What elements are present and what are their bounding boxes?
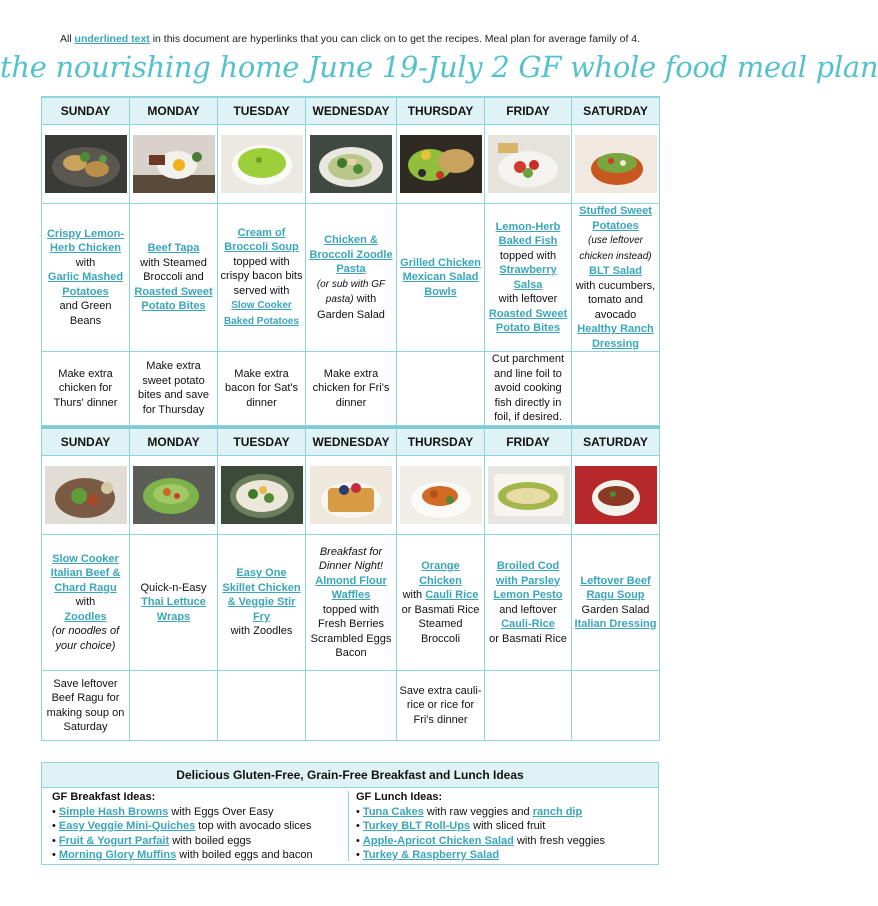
recipe-link[interactable]: Leftover Beef Ragu Soup bbox=[580, 574, 651, 601]
food-photo bbox=[488, 135, 570, 193]
meal-cell-tuesday bbox=[218, 535, 306, 671]
meal-note: (use leftover chicken instead) bbox=[579, 235, 652, 262]
recipe-link[interactable]: Roasted Sweet Potato Bites bbox=[488, 307, 568, 334]
recipe-link[interactable]: Tuna Cakes bbox=[362, 805, 424, 818]
item-text: with fresh veggies bbox=[513, 834, 606, 847]
recipe-link[interactable]: ranch dip bbox=[532, 805, 583, 818]
food-photo bbox=[400, 135, 482, 193]
recipe-link[interactable]: Easy Veggie Mini-Quiches bbox=[58, 820, 196, 832]
recipe-link[interactable]: Grilled Chicken Mexican Salad Bowls bbox=[400, 256, 481, 298]
recipe-link[interactable]: Beef Tapa bbox=[147, 242, 200, 255]
meal-text: topped with crispy bacon bits served with bbox=[220, 255, 303, 297]
recipe-link[interactable]: Stuffed Sweet Potatoes bbox=[579, 205, 652, 232]
recipe-link[interactable]: Strawberry Salsa bbox=[499, 264, 557, 291]
meal-cell-saturday bbox=[572, 204, 660, 352]
note-text-post: in this document are hyperlinks that you can click on to get the recipes. Meal plan for average family of 4. bbox=[149, 33, 641, 45]
recipe-link[interactable]: Lemon-Herb Baked Fish bbox=[495, 220, 561, 247]
day-header: MONDAY bbox=[130, 428, 218, 456]
week1-meals bbox=[42, 204, 660, 352]
day-header: SATURDAY bbox=[572, 428, 660, 456]
food-photo bbox=[575, 466, 657, 524]
prep-note bbox=[397, 352, 485, 426]
meal-cell-thursday bbox=[397, 204, 485, 352]
recipe-link[interactable]: Slow Cooker Italian Beef & Chard Ragu bbox=[50, 552, 121, 594]
meal-text: or Basmati Rice Steamed Broccoli bbox=[401, 603, 480, 645]
meal-cell-friday bbox=[485, 535, 572, 671]
week1-day-headers bbox=[42, 97, 660, 125]
meal-text: Quick-n-Easy bbox=[140, 581, 207, 594]
meal-text: and leftover bbox=[499, 603, 557, 616]
recipe-link[interactable]: Cauli Rice bbox=[425, 589, 479, 601]
item-text: with raw veggies and bbox=[423, 805, 533, 818]
meal-cell-sunday bbox=[42, 535, 130, 671]
recipe-link[interactable]: Slow Cooker Baked Potatoes bbox=[223, 300, 300, 327]
food-photo bbox=[45, 135, 127, 193]
prep-note bbox=[485, 671, 572, 741]
week1-table bbox=[41, 96, 660, 426]
prep-note: Save extra cauli-rice or rice for Fri's dinner bbox=[397, 671, 485, 741]
meal-cell-saturday bbox=[572, 535, 660, 671]
list-item: • Fruit & Yogurt Parfait with boiled eggs bbox=[52, 834, 252, 847]
recipe-link[interactable]: Orange Chicken bbox=[419, 560, 462, 587]
meal-note: (or sub with GF pasta) bbox=[316, 278, 386, 305]
recipe-link[interactable]: Zoodles bbox=[64, 610, 107, 623]
prep-note bbox=[218, 671, 306, 741]
day-header: MONDAY bbox=[130, 97, 218, 125]
prep-note bbox=[572, 352, 660, 426]
recipe-link[interactable]: Morning Glory Muffins bbox=[58, 849, 177, 861]
meal-text: with leftover bbox=[498, 293, 558, 305]
week2-day-headers bbox=[42, 428, 660, 456]
meal-cell-sunday bbox=[42, 204, 130, 352]
meal-text: with bbox=[75, 256, 96, 269]
recipe-link[interactable]: Garlic Mashed Potatoes bbox=[47, 271, 124, 298]
breakfast-heading: GF Breakfast Ideas: bbox=[52, 791, 156, 803]
food-photo bbox=[310, 466, 392, 524]
food-photo bbox=[221, 466, 303, 524]
prep-note: Cut parchment and line foil to avoid cooking fish directly in foil, if desired. bbox=[485, 352, 572, 426]
item-text: with boiled eggs and bacon bbox=[176, 849, 313, 861]
recipe-link[interactable]: Fruit & Yogurt Parfait bbox=[58, 834, 170, 847]
note-text-pre: All bbox=[59, 33, 75, 45]
item-text: with Eggs Over Easy bbox=[168, 805, 274, 818]
recipe-link[interactable]: Thai Lettuce Wraps bbox=[141, 596, 206, 623]
ideas-title: Delicious Gluten-Free, Grain-Free Breakfast and Lunch Ideas bbox=[42, 763, 658, 788]
meal-text: with bbox=[402, 589, 426, 601]
meal-text: with cucumbers, tomato and avocado bbox=[575, 279, 656, 321]
meal-note: (or noodles of your choice) bbox=[51, 625, 120, 652]
prep-note: Save leftover Beef Ragu for making soup on Saturday bbox=[42, 671, 130, 741]
recipe-link[interactable]: Almond Flour Waffles bbox=[315, 574, 387, 601]
meal-text: with Garden Salad bbox=[317, 293, 385, 321]
list-item: • Simple Hash Browns with Eggs Over Easy bbox=[52, 805, 274, 818]
lunch-heading: GF Lunch Ideas: bbox=[356, 791, 443, 803]
day-header: SUNDAY bbox=[42, 428, 130, 456]
note-underlined-link[interactable]: underlined text bbox=[74, 33, 150, 45]
recipe-link[interactable]: Italian Dressing bbox=[574, 618, 657, 630]
recipe-link[interactable]: Apple-Apricot Chicken Salad bbox=[362, 834, 514, 847]
food-photo bbox=[221, 135, 303, 193]
meal-note: Breakfast for Dinner Night! bbox=[318, 545, 384, 572]
meal-text: and Green Beans bbox=[59, 300, 112, 327]
recipe-link[interactable]: Healthy Ranch Dressing bbox=[577, 323, 654, 350]
meal-text: Garden Salad bbox=[581, 603, 650, 616]
item-text: with sliced fruit bbox=[470, 820, 546, 832]
prep-note: Make extra sweet potato bites and save for Thursday bbox=[130, 352, 218, 426]
item-text: with boiled eggs bbox=[169, 834, 252, 847]
meal-text: with Zoodles bbox=[230, 625, 293, 638]
prep-note bbox=[572, 671, 660, 741]
food-photo bbox=[488, 466, 570, 524]
meal-text: with bbox=[75, 596, 96, 609]
food-photo bbox=[400, 466, 482, 524]
food-photo bbox=[133, 466, 215, 524]
food-photo bbox=[310, 135, 392, 193]
list-item: • Morning Glory Muffins with boiled eggs and bacon bbox=[52, 849, 313, 861]
recipe-link[interactable]: Easy One Skillet Chicken & Veggie Stir Fry bbox=[222, 567, 301, 623]
week1-notes bbox=[42, 352, 660, 426]
meal-cell-tuesday bbox=[218, 204, 306, 352]
meal-cell-wednesday bbox=[306, 204, 397, 352]
day-header: THURSDAY bbox=[397, 97, 485, 125]
prep-note bbox=[130, 671, 218, 741]
recipe-link[interactable]: BLT Salad bbox=[589, 265, 642, 277]
recipe-link[interactable]: Crispy Lemon-Herb Chicken bbox=[46, 227, 124, 255]
day-header: FRIDAY bbox=[485, 97, 572, 125]
week1-photos bbox=[42, 125, 660, 204]
list-item: • Turkey & Raspberry Salad bbox=[356, 849, 500, 861]
ideas-divider bbox=[348, 791, 349, 861]
day-header: TUESDAY bbox=[218, 428, 306, 456]
meal-cell-monday bbox=[130, 535, 218, 671]
ideas-box bbox=[41, 762, 659, 865]
day-header: WEDNESDAY bbox=[306, 428, 397, 456]
food-photo bbox=[45, 466, 127, 524]
day-header: FRIDAY bbox=[485, 428, 572, 456]
hyperlink-note bbox=[0, 33, 700, 45]
meal-text: with Steamed Broccoli and bbox=[140, 256, 207, 284]
day-header: SATURDAY bbox=[572, 97, 660, 125]
breakfast-ideas bbox=[52, 790, 342, 863]
recipe-link[interactable]: Chicken & Broccoli Zoodle Pasta bbox=[309, 234, 393, 275]
meal-cell-friday bbox=[485, 204, 572, 352]
prep-note: Make extra bacon for Sat's dinner bbox=[218, 352, 306, 426]
prep-note: Make extra chicken for Thurs' dinner bbox=[42, 352, 130, 426]
recipe-link[interactable]: Simple Hash Browns bbox=[58, 805, 169, 818]
week2-notes bbox=[42, 671, 660, 741]
list-item: • Tuna Cakes with raw veggies and ranch dip bbox=[356, 805, 583, 818]
list-item: • Turkey BLT Roll-Ups with sliced fruit bbox=[356, 820, 546, 832]
food-photo bbox=[575, 135, 657, 193]
recipe-link[interactable]: Turkey & Raspberry Salad bbox=[362, 849, 500, 861]
meal-text: topped with bbox=[499, 249, 557, 262]
week2-table bbox=[41, 426, 660, 741]
meal-text: topped with Fresh Berries Scrambled Eggs Bacon bbox=[310, 603, 392, 659]
list-item: • Easy Veggie Mini-Quiches top with avocado slices bbox=[52, 820, 312, 832]
recipe-link[interactable]: Broiled Cod with Parsley Lemon Pesto bbox=[493, 560, 563, 601]
prep-note bbox=[306, 671, 397, 741]
day-header: THURSDAY bbox=[397, 428, 485, 456]
recipe-link[interactable]: Cauli-Rice bbox=[501, 618, 555, 630]
meal-cell-thursday bbox=[397, 535, 485, 671]
meal-cell-wednesday bbox=[306, 535, 397, 671]
week2-photos bbox=[42, 456, 660, 535]
food-photo bbox=[133, 135, 215, 193]
list-item: • Apple-Apricot Chicken Salad with fresh veggies bbox=[356, 834, 606, 847]
recipe-link[interactable]: Turkey BLT Roll-Ups bbox=[362, 820, 471, 832]
item-text: top with avocado slices bbox=[195, 820, 312, 832]
meal-cell-monday bbox=[130, 204, 218, 352]
meal-text: or Basmati Rice bbox=[489, 632, 567, 645]
day-header: SUNDAY bbox=[42, 97, 130, 125]
week2-meals bbox=[42, 535, 660, 671]
day-header: TUESDAY bbox=[218, 97, 306, 125]
page-title: the nourishing home June 19-July 2 GF whole food meal plan bbox=[0, 50, 878, 84]
day-header: WEDNESDAY bbox=[306, 97, 397, 125]
recipe-link[interactable]: Cream of Broccoli Soup bbox=[224, 226, 299, 254]
lunch-ideas bbox=[356, 790, 656, 863]
prep-note: Make extra chicken for Fri's dinner bbox=[306, 352, 397, 426]
recipe-link[interactable]: Roasted Sweet Potato Bites bbox=[134, 285, 213, 313]
